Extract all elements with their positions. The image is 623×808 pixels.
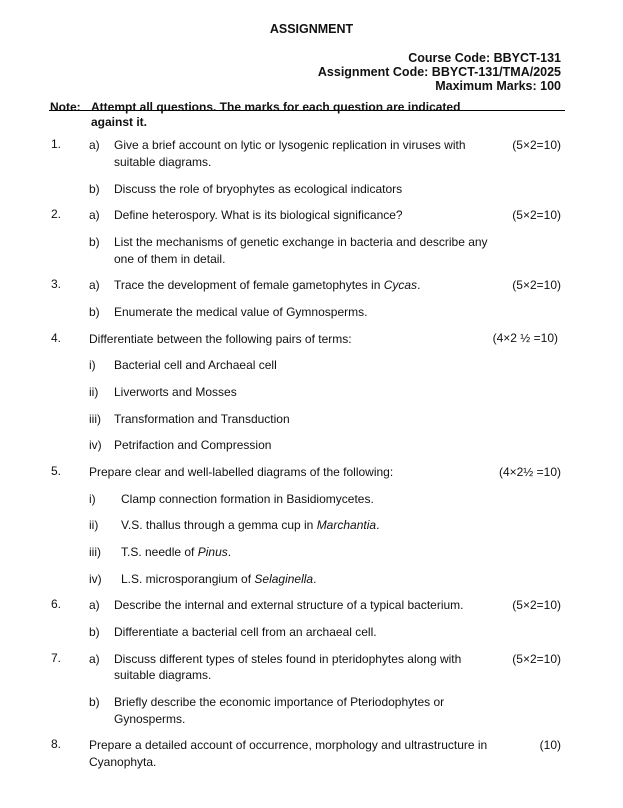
note-line-1: Attempt all questions. The marks for each question are indicated [91, 100, 461, 114]
question-text: Discuss different types of steles found in pteridophytes along with [114, 652, 462, 666]
item-label: ii) [89, 385, 99, 399]
genus-name: Selaginella [254, 572, 314, 586]
item-text: Petrifaction and Compression [114, 438, 272, 452]
question-text: Cyanophyta. [89, 755, 157, 769]
genus-name: Cycas [383, 278, 418, 292]
item-label: i) [89, 492, 96, 506]
part-label: b) [89, 625, 100, 639]
question-number: 7. [51, 651, 62, 665]
question-text: one of them in detail. [114, 252, 226, 266]
text: V.S. thallus through a gemma cup in [121, 518, 317, 532]
question-number: 1. [51, 137, 62, 151]
note-line-2: against it. [91, 115, 148, 129]
item-text: Transformation and Transduction [114, 412, 290, 426]
question-text [114, 278, 420, 292]
maximum-marks: Maximum Marks: 100 [435, 79, 561, 93]
question-text: Give a brief account on lytic or lysogenic replication in viruses with [114, 138, 466, 152]
note-label: Note: [50, 100, 81, 114]
item-text: Liverworts and Mosses [114, 385, 237, 399]
question-number: 8. [51, 737, 62, 751]
item-label: iv) [89, 572, 102, 586]
question-number: 6. [51, 597, 62, 611]
text: T.S. needle of [121, 545, 198, 559]
question-text: Gynosperms. [114, 712, 186, 726]
question-marks: (4×2 ½ =10) [492, 331, 558, 345]
text: . [417, 278, 421, 292]
question-text: List the mechanisms of genetic exchange in bacteria and describe any [114, 235, 488, 249]
course-code: Course Code: BBYCT-131 [408, 51, 561, 65]
item-label: iii) [89, 545, 101, 559]
question-text: Differentiate between the following pairs of terms: [89, 332, 352, 346]
item-text [121, 518, 379, 532]
part-label: b) [89, 182, 100, 196]
part-label: a) [89, 208, 100, 222]
text: L.S. microsporangium of [121, 572, 255, 586]
question-text: Enumerate the medical value of Gymnosperms. [114, 305, 368, 319]
part-label: b) [89, 305, 100, 319]
question-marks: (5×2=10) [512, 138, 561, 152]
question-number: 2. [51, 207, 62, 221]
question-text: Discuss the role of bryophytes as ecological indicators [114, 182, 403, 196]
question-number: 5. [51, 464, 62, 478]
item-label: iii) [89, 412, 101, 426]
question-text: suitable diagrams. [114, 668, 212, 682]
assignment-code: Assignment Code: BBYCT-131/TMA/2025 [317, 65, 561, 79]
question-marks: (4×2½ =10) [498, 465, 561, 479]
part-label: b) [89, 695, 100, 709]
text: . [313, 572, 317, 586]
item-text: Bacterial cell and Archaeal cell [114, 358, 277, 372]
text: Trace the development of female gametophytes in [114, 278, 384, 292]
genus-name: Marchantia [316, 518, 377, 532]
question-text: Differentiate a bacterial cell from an archaeal cell. [114, 625, 377, 639]
question-marks: (5×2=10) [512, 598, 561, 612]
question-text: Prepare clear and well-labelled diagrams of the following: [89, 465, 394, 479]
text: . [227, 545, 232, 559]
question-text: Describe the internal and external structure of a typical bacterium. [114, 598, 464, 612]
part-label: a) [89, 598, 100, 612]
question-text: Define heterospory. What is its biological significance? [114, 208, 403, 222]
assignment-title: ASSIGNMENT [269, 22, 354, 36]
question-text: suitable diagrams. [114, 155, 212, 169]
text: . [376, 518, 380, 532]
question-marks: (5×2=10) [512, 278, 561, 292]
item-text [121, 492, 374, 506]
part-label: a) [89, 652, 100, 666]
item-label: ii) [89, 518, 99, 532]
question-marks: (5×2=10) [512, 652, 561, 666]
item-text [121, 545, 231, 559]
question-number: 4. [51, 331, 62, 345]
item-label: i) [89, 358, 96, 372]
question-marks: (10) [539, 738, 561, 752]
part-label: a) [89, 138, 100, 152]
question-text: Prepare a detailed account of occurrence, morphology and ultrastructure in [89, 738, 488, 752]
item-label: iv) [89, 438, 102, 452]
item-text [121, 572, 316, 586]
question-text: Briefly describe the economic importance of Pteriodophytes or [114, 695, 445, 709]
genus-name: Pinus [197, 545, 228, 559]
part-label: a) [89, 278, 100, 292]
question-marks: (5×2=10) [512, 208, 561, 222]
part-label: b) [89, 235, 100, 249]
question-number: 3. [51, 277, 62, 291]
text: Clamp connection formation in Basidiomycetes. [121, 492, 374, 506]
